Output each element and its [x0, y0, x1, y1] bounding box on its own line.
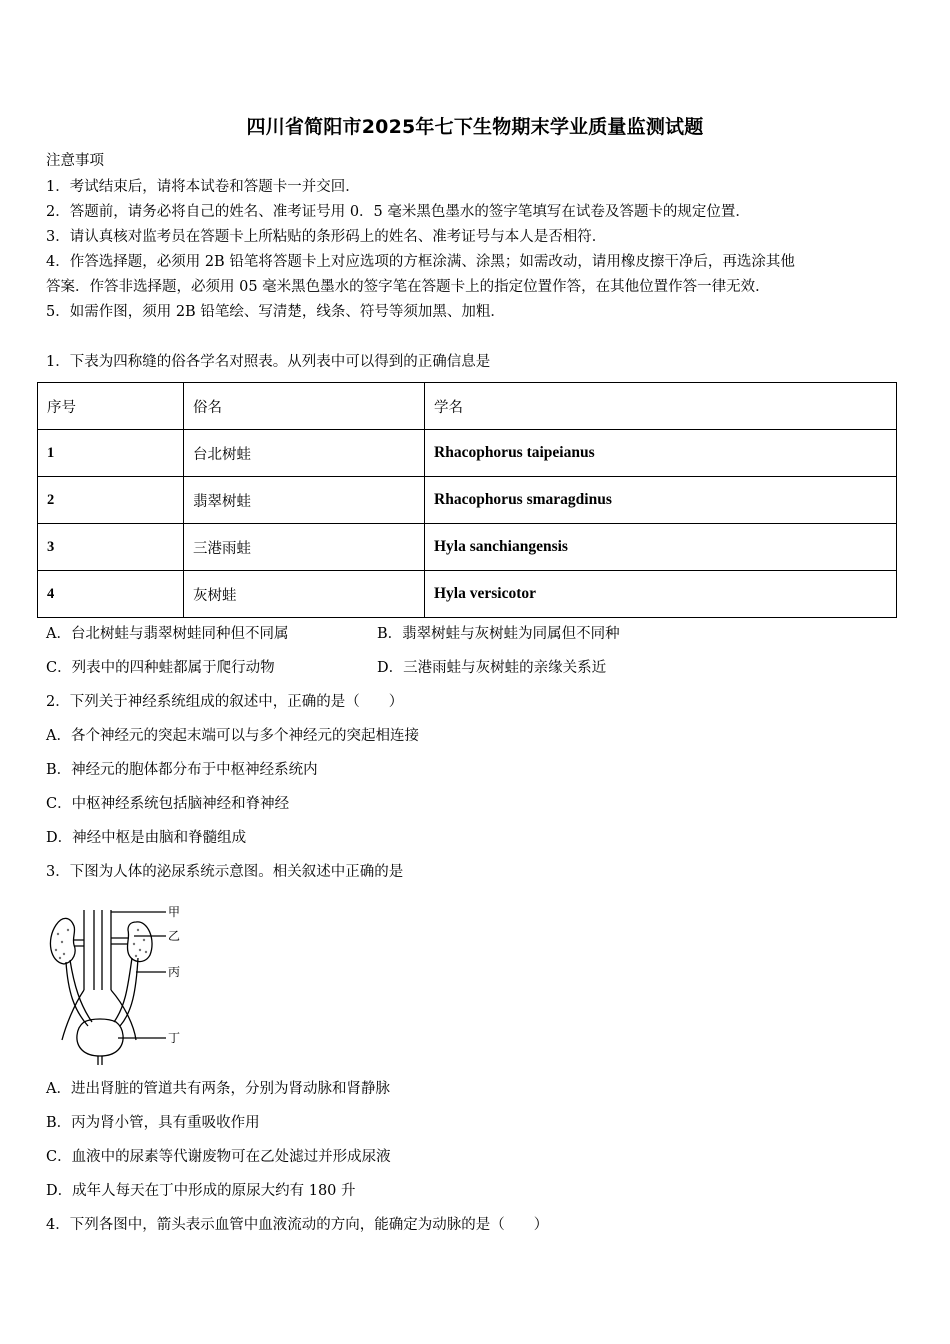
table-cell: 三港雨蛙: [184, 524, 425, 571]
header-cell: 学名: [425, 383, 897, 430]
q3-option-d: D．成年人每天在丁中形成的原尿大约有 180 升: [46, 1183, 356, 1199]
table-cell: 2: [38, 477, 184, 524]
label-bing: 丙: [168, 965, 181, 979]
label-ding: 丁: [168, 1031, 181, 1045]
q3-option-b: B．丙为肾小管，具有重吸收作用: [46, 1115, 260, 1131]
notice-item-4: 4．作答选择题，必须用 2B 铅笔将答题卡上对应选项的方框涂满、涂黑；如需改动，请用橡皮擦干净后，再选涂其他: [46, 254, 795, 270]
table-header-row: [38, 383, 897, 430]
q4-stem: 4．下列各图中，箭头表示血管中血液流动的方向，能确定为动脉的是（ ）: [46, 1217, 549, 1233]
header-cell: 序号: [38, 383, 184, 430]
notice-item-3: 3．请认真核对监考员在答题卡上所粘贴的条形码上的姓名、准考证号与本人是否相符．: [46, 229, 607, 245]
page-title: 四川省简阳市2025年七下生物期末学业质量监测试题: [246, 116, 704, 138]
q1-stem: 1．下表为四称缝的俗各学名对照表。从列表中可以得到的正确信息是: [46, 354, 491, 370]
notice-item-5: 5．如需作图，须用 2B 铅笔绘、写清楚，线条、符号等须加黑、加粗．: [46, 304, 505, 320]
q3-option-c: C．血液中的尿素等代谢废物可在乙处滤过并形成尿液: [46, 1149, 391, 1165]
table-cell: 翡翠树蛙: [184, 477, 425, 524]
notice-item-4-cont: 答案．作答非选择题，必须用 05 毫米黑色墨水的签字笔在答题卡上的指定位置作答，在其他位置作答一律无效．: [46, 279, 770, 295]
q3-option-a: A．进出肾脏的管道共有两条，分别为肾动脉和肾静脉: [46, 1081, 390, 1097]
table-row: [38, 477, 897, 524]
q2-stem: 2．下列关于神经系统组成的叙述中，正确的是（ ）: [46, 694, 404, 710]
label-jia: 甲: [168, 905, 181, 919]
bladder: [77, 1019, 123, 1056]
table-cell: Hyla versicotor: [425, 571, 897, 618]
q1-option-b: B．翡翠树蛙与灰树蛙为同属但不同种: [377, 626, 620, 642]
table-row: [38, 430, 897, 477]
table-row: [38, 571, 897, 618]
table-cell: Rhacophorus smaragdinus: [425, 477, 897, 524]
table-cell: Rhacophorus taipeianus: [425, 430, 897, 477]
notice-item-1: 1．考试结束后，请将本试卷和答题卡一并交回．: [46, 179, 360, 195]
notice-item-2: 2．答题前，请务必将自己的姓名、准考证号用 0．5 毫米黑色墨水的签字笔填写在试卷及答题卡的规定位置．: [46, 204, 750, 220]
table-row: [38, 524, 897, 571]
q2-option-c: C．中枢神经系统包括脑神经和脊神经: [46, 796, 290, 812]
left-ureter: [70, 960, 92, 1022]
table-cell: 灰树蛙: [184, 571, 425, 618]
q1-option-c: C．列表中的四种蛙都属于爬行动物: [46, 660, 275, 676]
q3-stem: 3．下图为人体的泌尿系统示意图。相关叙述中正确的是: [46, 864, 404, 880]
right-ureter: [114, 958, 132, 1022]
q2-option-a: A．各个神经元的突起末端可以与多个神经元的突起相连接: [46, 728, 419, 744]
q2-option-d: D．神经中枢是由脑和脊髓组成: [46, 830, 247, 846]
q2-option-b: B．神经元的胞体都分布于中枢神经系统内: [46, 762, 318, 778]
table-cell: Hyla sanchiangensis: [425, 524, 897, 571]
table-cell: 台北树蛙: [184, 430, 425, 477]
notice-heading: 注意事项: [46, 153, 104, 169]
label-yi: 乙: [168, 929, 181, 943]
q1-option-a: A．台北树蛙与翡翠树蛙同种但不同属: [46, 626, 289, 642]
table-cell: 1: [38, 430, 184, 477]
frog-names-table: [37, 382, 897, 618]
q1-option-d: D．三港雨蛙与灰树蛙的亲缘关系近: [377, 660, 607, 676]
header-cell: 俗名: [184, 383, 425, 430]
table-cell: 3: [38, 524, 184, 571]
right-kidney: [127, 922, 152, 962]
table-cell: 4: [38, 571, 184, 618]
urinary-system-diagram: [44, 900, 194, 1065]
